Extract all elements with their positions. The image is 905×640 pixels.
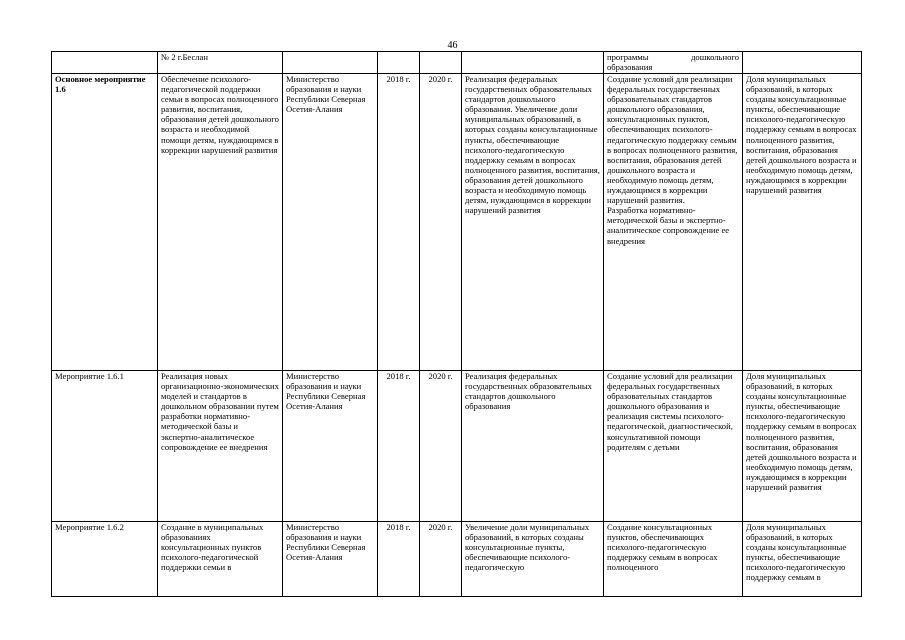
indicator-cell: Доля муниципальных образований, в которых созданы консультационные пункты, обеспечивающие психолого-педагогическую поддержку семьям в вопросах полноценного развития, воспитания, образования детей дошкольного возраста и необходимую помощь детям, нуждающимся в коррекции нарушений развития [743, 371, 862, 522]
executor-cell: Министерство образования и науки Республики Северная Осетия-Алания [283, 522, 378, 597]
table-row [52, 371, 862, 522]
short-term-result-cell: Увеличение доли муниципальных образований, в которых созданы консультационные пункты, обеспечивающие психолого-педагогическую [462, 522, 604, 597]
long-term-result-text: Создание условий для реализации федеральных государственных образовательных стандартов дошкольного образования, консультационных пунктов, обеспечивающих психолого-педагогическую поддержку семьям в вопросах полноценного развития, воспитания, образования детей дошкольного возраста и необходимую помощь детям, нуждающимся в коррекции нарушений развития. [607, 74, 738, 206]
measure-cell: Основное мероприятие 1.6 [52, 74, 158, 371]
long-term-result-text: Создание консультационных пунктов, обеспечивающих психолого-педагогическую поддержку семьям в вопросах полноценного [607, 522, 718, 573]
indicator-cell [743, 52, 862, 74]
end-year-cell [420, 52, 462, 74]
short-term-result-cell: Реализация федеральных государственных образовательных стандартов дошкольного образования [462, 371, 604, 522]
executor-cell: Министерство образования и науки Республики Северная Осетия-Алания [283, 371, 378, 522]
start-year-cell [378, 52, 420, 74]
long-term-result-text: Создание условий для реализации федеральных государственных образовательных стандартов дошкольного образования и реализация системы психолого-педагогической, диагностической, консультативной помощи родителям с детьми [607, 371, 733, 452]
end-year-cell: 2020 г. [420, 74, 462, 371]
program-measures-table [51, 51, 862, 597]
end-year-cell: 2020 г. [420, 522, 462, 597]
indicator-cell: Доля муниципальных образований, в которых созданы консультационные пункты, обеспечивающие психолого-педагогическую поддержку семьям в вопросах полноценного развития, воспитания, образования детей дошкольного возраста и необходимую помощь детям, нуждающимся в коррекции нарушений развития [743, 74, 862, 371]
long-term-result-cell [604, 52, 743, 74]
measure-cell [52, 52, 158, 74]
indicator-cell: Доля муниципальных образований, в которых созданы консультационные пункты, обеспечивающие психолого-педагогическую поддержку семьям в [743, 522, 862, 597]
description-cell: Создание в муниципальных образованиях консультационных пунктов психолого-педагогической поддержки семьи в [158, 522, 283, 597]
description-cell: Реализация новых организационно-экономических моделей и стандартов в дошкольном образовании путем разработки нормативно-методической базы и экспертно-аналитическое сопровождение ее внедрения [158, 371, 283, 522]
start-year-cell: 2018 г. [378, 74, 420, 371]
end-year-cell: 2020 г. [420, 371, 462, 522]
description-cell: № 2 г.Беслан [158, 52, 283, 74]
executor-cell [283, 52, 378, 74]
long-term-result-cell [604, 371, 743, 522]
long-term-result-text-2: Разработка нормативно-методической базы и экспертно-аналитическое сопровождение ее внедрения [607, 205, 730, 246]
table-row [52, 74, 862, 371]
long-term-result-cell [604, 74, 743, 371]
table-row [52, 522, 862, 597]
short-term-result-cell [462, 52, 604, 74]
description-cell: Обеспечение психолого-педагогической поддержки семьи в вопросах полноценного развития, воспитания, образования детей дошкольного возраста и необходимой помощи детям, нуждающимся в коррекции нарушений развития [158, 74, 283, 371]
long-term-result-text: образования [607, 62, 653, 73]
start-year-cell: 2018 г. [378, 522, 420, 597]
table-row [52, 52, 862, 74]
measure-cell: Мероприятие 1.6.2 [52, 522, 158, 597]
executor-cell: Министерство образования и науки Республики Северная Осетия-Алания [283, 74, 378, 371]
long-term-result-cell [604, 522, 743, 597]
start-year-cell: 2018 г. [378, 371, 420, 522]
page-number: 46 [447, 40, 458, 51]
long-term-result-line: программы дошкольного [607, 52, 739, 62]
measure-cell: Мероприятие 1.6.1 [52, 371, 158, 522]
short-term-result-cell: Реализация федеральных государственных образовательных стандартов дошкольного образования. Увеличение доли муниципальных образований, в которых созданы консультационные пункты, обеспечивающие психолого-педагогическую поддержку семьям в вопросах полноценного развития, воспитания, образования детей дошкольного возраста и необходимую помощь детям, нуждающимся в коррекции нарушений развития [462, 74, 604, 371]
